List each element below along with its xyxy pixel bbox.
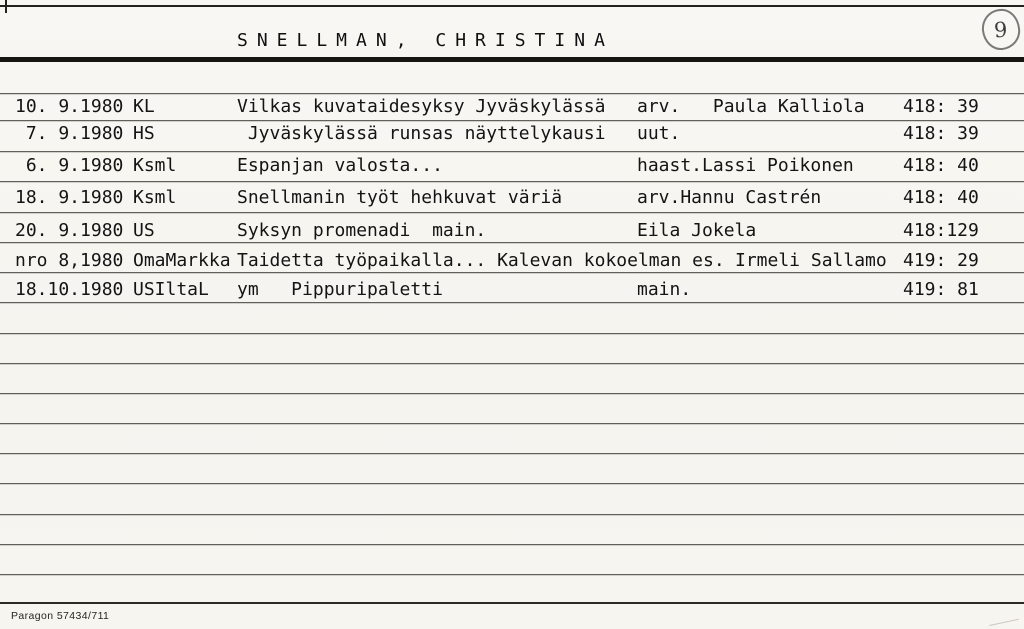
entry-ref: 418: 40 bbox=[903, 187, 979, 208]
ruled-line bbox=[0, 423, 1024, 424]
handwritten-page-number-circle bbox=[980, 7, 1022, 52]
entry-annotation: uut. bbox=[637, 123, 681, 144]
entry-row bbox=[0, 277, 1024, 303]
entry-ref: 418: 39 bbox=[903, 96, 979, 117]
header-divider-bar bbox=[0, 57, 1024, 62]
entry-publication: Ksml bbox=[133, 187, 177, 208]
entry-annotation: arv. Paula Kalliola bbox=[637, 96, 865, 117]
entry-row bbox=[0, 218, 1024, 244]
entry-annotation: Irmeli Sallamo bbox=[735, 250, 887, 271]
entry-date: 18. 9.1980 bbox=[15, 187, 124, 208]
bottom-divider-line bbox=[0, 602, 1024, 604]
entry-row bbox=[0, 153, 1024, 179]
entry-publication: OmaMarkka bbox=[133, 250, 231, 271]
entry-date: 10. 9.1980 bbox=[15, 96, 124, 117]
ruled-line bbox=[0, 483, 1024, 484]
entry-row bbox=[0, 248, 1024, 274]
entry-publication: Ksml bbox=[133, 155, 177, 176]
entry-date: 6. 9.1980 bbox=[15, 155, 124, 176]
ruled-line bbox=[0, 544, 1024, 545]
entry-publication: USIltaL bbox=[133, 279, 209, 300]
entry-annotation: haast.Lassi Poikonen bbox=[637, 155, 854, 176]
entry-publication: KL bbox=[133, 96, 155, 117]
entry-title: Jyväskylässä runsas näyttelykausi bbox=[237, 123, 606, 144]
printer-mark: Paragon 57434/711 bbox=[11, 610, 110, 622]
entry-title: Vilkas kuvataidesyksy Jyväskylässä bbox=[237, 96, 606, 117]
entry-ref: 418:129 bbox=[903, 220, 979, 241]
entry-annotation: arv.Hannu Castrén bbox=[637, 187, 822, 208]
entry-date: 20. 9.1980 bbox=[15, 220, 124, 241]
entry-ref: 418: 39 bbox=[903, 123, 979, 144]
page-number: 9 bbox=[993, 17, 1009, 42]
entry-row bbox=[0, 121, 1024, 147]
entry-ref: 418: 40 bbox=[903, 155, 979, 176]
entry-publication: US bbox=[133, 220, 155, 241]
entry-row bbox=[0, 185, 1024, 211]
pencil-scuff-mark bbox=[987, 609, 1019, 626]
entry-title: Taidetta työpaikalla... Kalevan kokoelman es. bbox=[237, 250, 725, 271]
entry-annotation: Eila Jokela bbox=[637, 220, 757, 241]
ruled-line bbox=[0, 453, 1024, 454]
entry-title: Espanjan valosta... bbox=[237, 155, 443, 176]
ruled-line bbox=[0, 363, 1024, 364]
entry-annotation: main. bbox=[637, 279, 692, 300]
ruled-line bbox=[0, 514, 1024, 515]
entry-row bbox=[0, 94, 1024, 120]
ruled-line bbox=[0, 212, 1024, 213]
top-edge-line bbox=[0, 5, 1024, 7]
entry-publication: HS bbox=[133, 123, 155, 144]
entry-date: 18.10.1980 bbox=[15, 279, 124, 300]
entry-date: nro 8,1980 bbox=[15, 250, 124, 271]
ruled-line bbox=[0, 393, 1024, 394]
entry-title: Snellmanin työt hehkuvat väriä bbox=[237, 187, 563, 208]
entry-ref: 419: 81 bbox=[903, 279, 979, 300]
entry-date: 7. 9.1980 bbox=[15, 123, 124, 144]
ruled-line bbox=[0, 574, 1024, 575]
entry-title: ym Pippuripaletti bbox=[237, 279, 443, 300]
entry-ref: 419: 29 bbox=[903, 250, 979, 271]
entry-title: Syksyn promenadi main. bbox=[237, 220, 487, 241]
ruled-line bbox=[0, 333, 1024, 334]
ruled-line bbox=[0, 151, 1024, 152]
page-title: SNELLMAN, CHRISTINA bbox=[237, 30, 614, 51]
ruled-line bbox=[0, 181, 1024, 182]
